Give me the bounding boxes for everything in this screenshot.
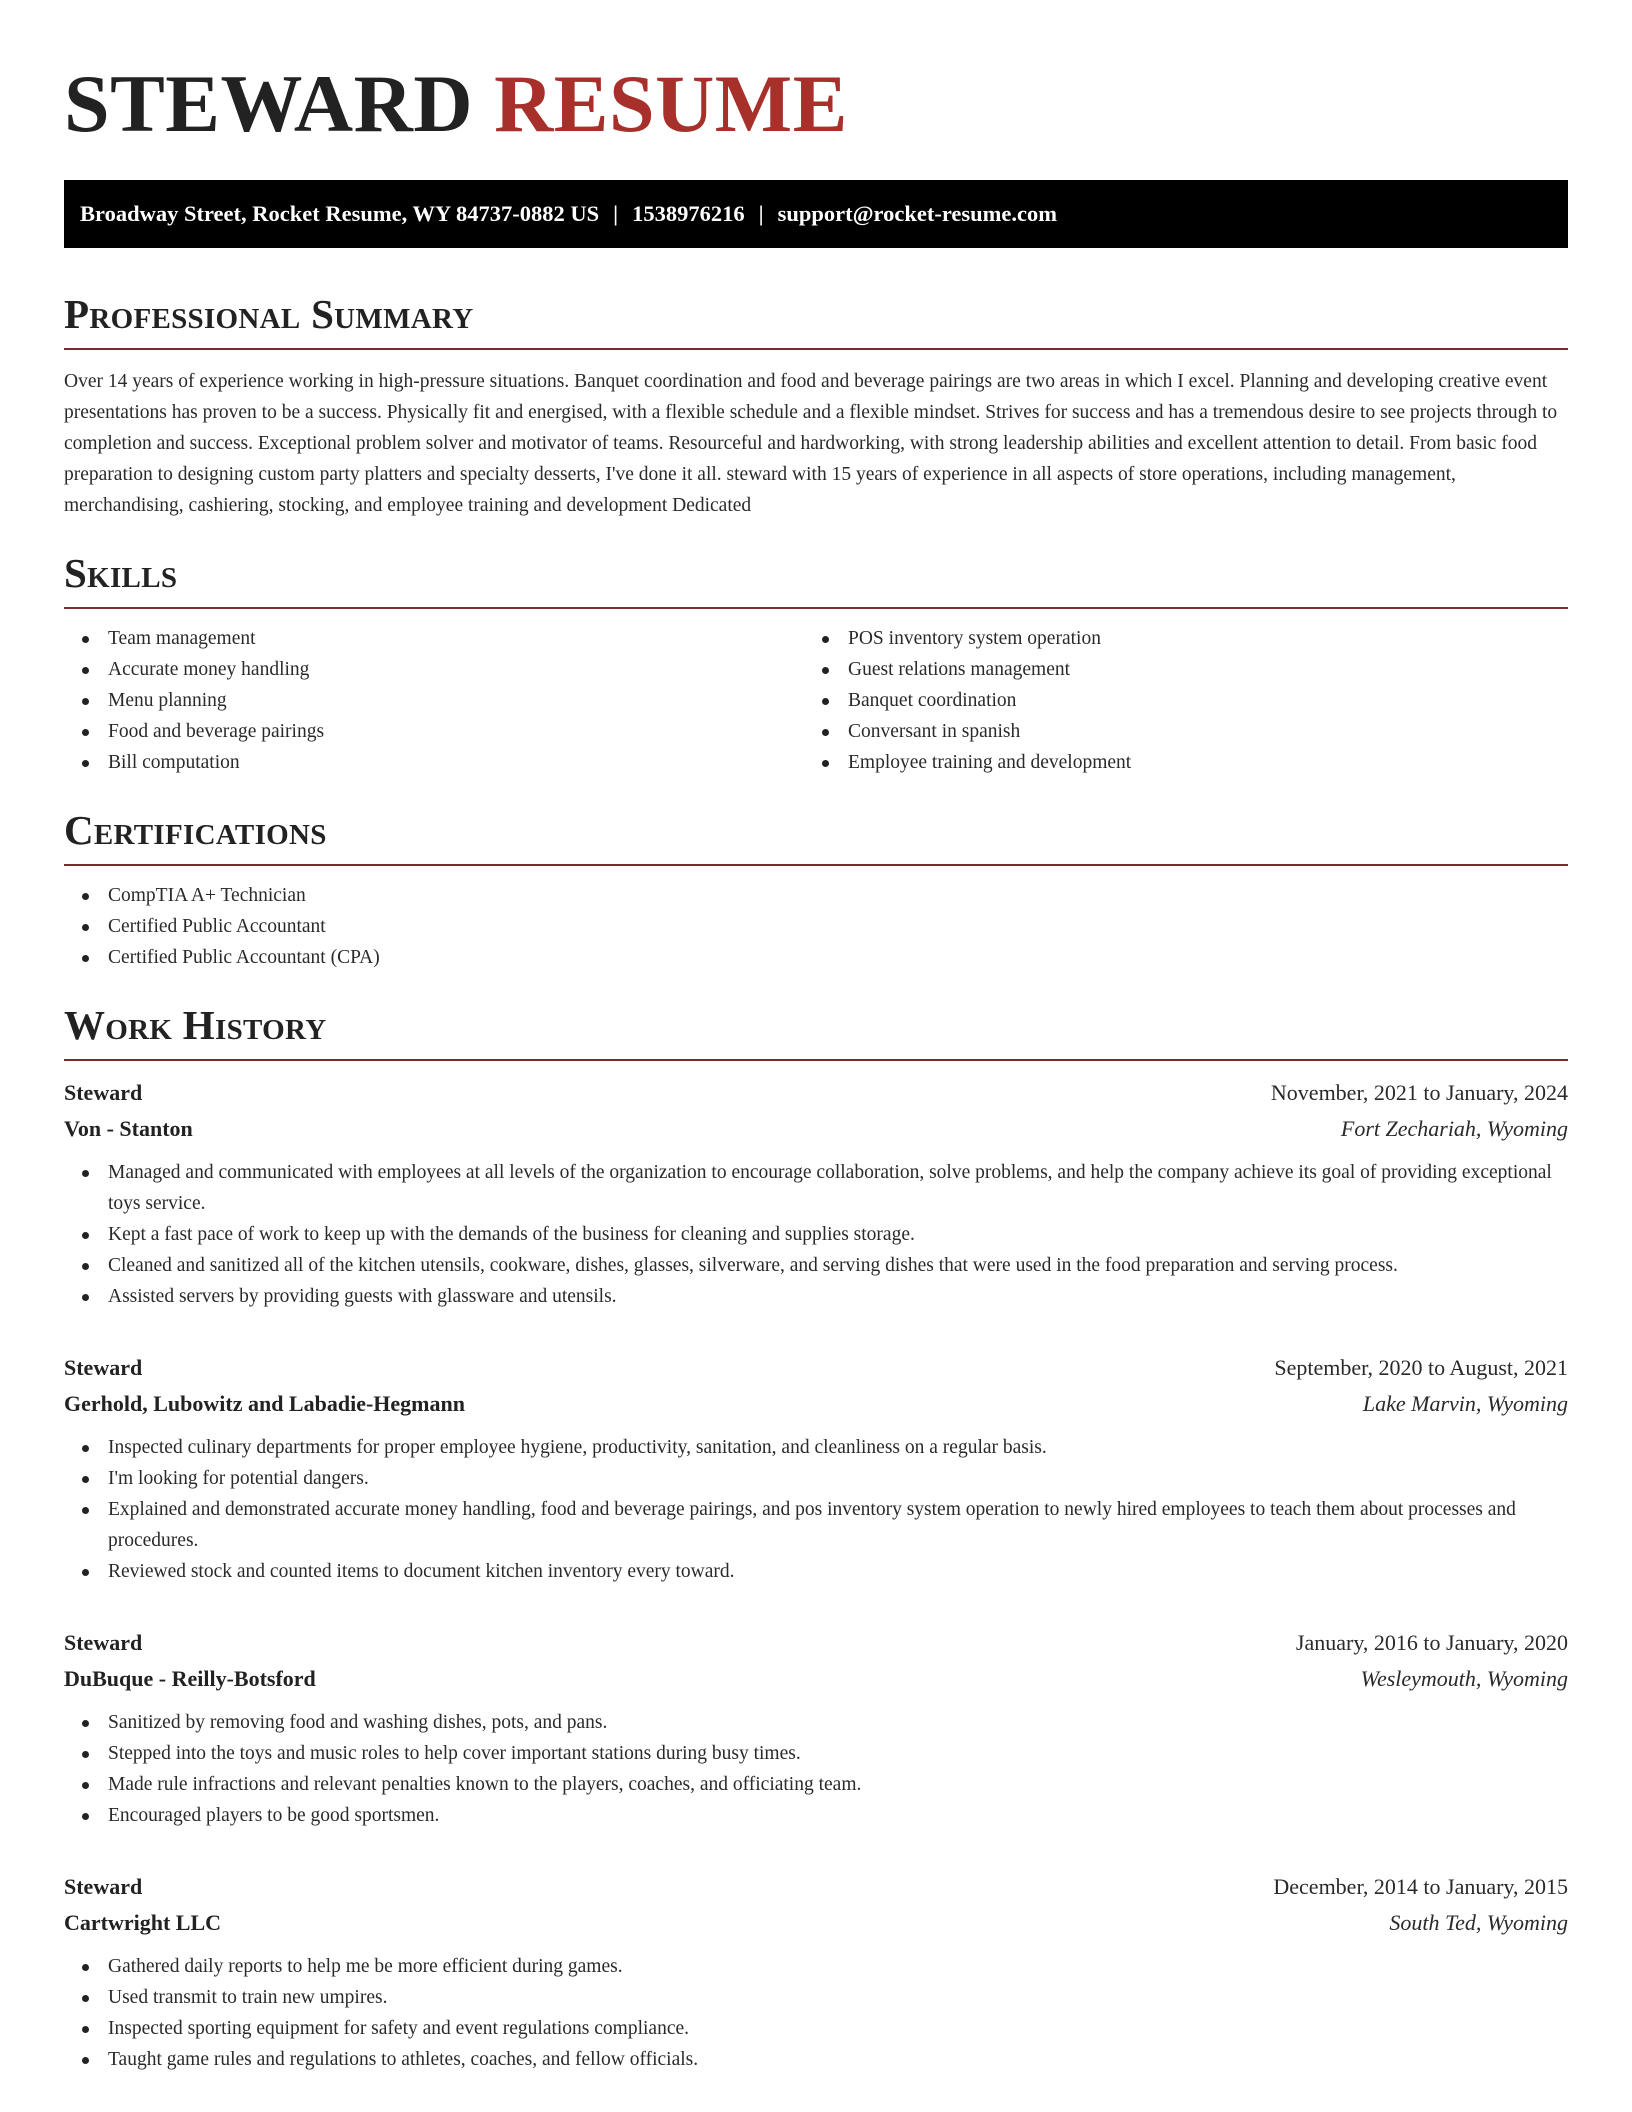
job-duty: Used transmit to train new umpires. (64, 1982, 1568, 2013)
job-dates: September, 2020 to August, 2021 (1274, 1355, 1568, 1380)
skill-item: Team management (64, 623, 804, 654)
job-duty: Kept a fast pace of work to keep up with the demands of the business for cleaning and supplies storage. (64, 1219, 1568, 1250)
contact-address: Broadway Street, Rocket Resume, WY 84737-0882 US (80, 201, 600, 226)
job-subheader-row (64, 1905, 1568, 1941)
job-header-row (64, 1075, 1568, 1111)
job-location: Fort Zechariah, Wyoming (1340, 1116, 1568, 1141)
certification-item: Certified Public Accountant (64, 911, 1568, 942)
contact-bar (64, 180, 1568, 248)
job-company: Cartwright LLC (64, 1910, 222, 1935)
job-duties (64, 1707, 1568, 1831)
section-heading-skills: Skills (64, 550, 178, 596)
job-duty: Explained and demonstrated accurate money handling, food and beverage pairings, and pos inventory system operation to newly hired employees to teach them about processes and procedures. (64, 1494, 1568, 1556)
contact-email[interactable]: support@rocket-resume.com (777, 201, 1058, 226)
job-duty: I'm looking for potential dangers. (64, 1463, 1568, 1494)
job-duties (64, 1157, 1568, 1312)
job-company: Von - Stanton (64, 1116, 193, 1141)
skill-item: Food and beverage pairings (64, 716, 804, 747)
job-duty: Encouraged players to be good sportsmen. (64, 1800, 1568, 1831)
section-rule (64, 1059, 1568, 1061)
contact-separator: | (613, 201, 619, 226)
contact-phone[interactable]: 1538976216 (632, 201, 745, 226)
job-company: Gerhold, Lubowitz and Labadie-Hegmann (64, 1391, 465, 1416)
job-dates: January, 2016 to January, 2020 (1295, 1630, 1568, 1655)
job-entry (64, 1625, 1568, 1831)
job-title: Steward (64, 1874, 143, 1899)
skill-item: POS inventory system operation (804, 623, 1564, 654)
job-location: Lake Marvin, Wyoming (1362, 1391, 1568, 1416)
job-duty: Sanitized by removing food and washing dishes, pots, and pans. (64, 1707, 1568, 1738)
job-duty: Inspected culinary departments for proper employee hygiene, productivity, sanitation, and cleanliness on a regular basis. (64, 1432, 1568, 1463)
job-header-row (64, 1869, 1568, 1905)
job-title: Steward (64, 1630, 143, 1655)
summary-text: Over 14 years of experience working in high-pressure situations. Banquet coordination and food and beverage pairings are two areas in which I excel. Planning and developing creative event presentations has proven to be a success. Physically fit and energised, with a flexible schedule and a flexible mindset. Strives for success and has a tremendous desire to see projects through to completion and success. Exceptional problem solver and motivator of teams. Resourceful and hardworking, with strong leadership abilities and excellent attention to detail. From basic food preparation to designing custom party platters and specialty desserts, I've done it all. steward with 15 years of experience in all aspects of store operations, including management, merchandising, cashiering, stocking, and employee training and development Dedicated (64, 371, 1558, 516)
work-history-section (64, 1001, 1568, 2075)
skill-item: Accurate money handling (64, 654, 804, 685)
job-duty: Stepped into the toys and music roles to help cover important stations during busy times. (64, 1738, 1568, 1769)
skill-item: Guest relations management (804, 654, 1564, 685)
job-header-row (64, 1350, 1568, 1386)
title-part-1: STEWARD (64, 58, 474, 149)
job-dates: December, 2014 to January, 2015 (1273, 1874, 1568, 1899)
certifications-list (64, 880, 1568, 973)
job-dates: November, 2021 to January, 2024 (1270, 1080, 1568, 1105)
section-rule (64, 348, 1568, 350)
certifications-section (64, 806, 1568, 973)
job-duties (64, 1951, 1568, 2075)
title-part-2: RESUME (494, 58, 848, 149)
skill-item: Employee training and development (804, 747, 1564, 778)
job-duty: Gathered daily reports to help me be more efficient during games. (64, 1951, 1568, 1982)
skills-list-left (64, 623, 804, 778)
section-rule (64, 864, 1568, 866)
skills-list-right (804, 623, 1564, 778)
section-heading-summary: Professional Summary (64, 291, 474, 337)
section-heading-work-history: Work History (64, 1002, 327, 1048)
skill-item: Conversant in spanish (804, 716, 1564, 747)
job-location: Wesleymouth, Wyoming (1360, 1666, 1568, 1691)
resume-title (64, 58, 1568, 150)
job-header-row (64, 1625, 1568, 1661)
job-location: South Ted, Wyoming (1389, 1910, 1568, 1935)
job-title: Steward (64, 1080, 143, 1105)
job-entry (64, 1869, 1568, 2075)
job-duty: Cleaned and sanitized all of the kitchen utensils, cookware, dishes, glasses, silverware, and serving dishes that were used in the food preparation and serving process. (64, 1250, 1568, 1281)
job-duty: Reviewed stock and counted items to document kitchen inventory every toward. (64, 1556, 1568, 1587)
job-subheader-row (64, 1111, 1568, 1147)
skills-section (64, 549, 1568, 778)
job-duty: Taught game rules and regulations to athletes, coaches, and fellow officials. (64, 2044, 1568, 2075)
job-duty: Inspected sporting equipment for safety and event regulations compliance. (64, 2013, 1568, 2044)
summary-section (64, 290, 1568, 521)
job-duties (64, 1432, 1568, 1587)
job-duty: Managed and communicated with employees at all levels of the organization to encourage collaboration, solve problems, and help the company achieve its goal of providing exceptional toys service. (64, 1157, 1568, 1219)
certification-item: Certified Public Accountant (CPA) (64, 942, 1568, 973)
skill-item: Menu planning (64, 685, 804, 716)
job-entry (64, 1350, 1568, 1587)
job-subheader-row (64, 1661, 1568, 1697)
section-heading-certifications: Certifications (64, 807, 327, 853)
job-subheader-row (64, 1386, 1568, 1422)
skill-item: Banquet coordination (804, 685, 1564, 716)
contact-separator: | (758, 201, 764, 226)
job-entry (64, 1075, 1568, 1312)
skill-item: Bill computation (64, 747, 804, 778)
skills-grid (64, 623, 1568, 778)
job-company: DuBuque - Reilly-Botsford (64, 1666, 316, 1691)
job-duty: Assisted servers by providing guests with glassware and utensils. (64, 1281, 1568, 1312)
job-duty: Made rule infractions and relevant penalties known to the players, coaches, and officiating team. (64, 1769, 1568, 1800)
certification-item: CompTIA A+ Technician (64, 880, 1568, 911)
section-rule (64, 607, 1568, 609)
job-title: Steward (64, 1355, 143, 1380)
